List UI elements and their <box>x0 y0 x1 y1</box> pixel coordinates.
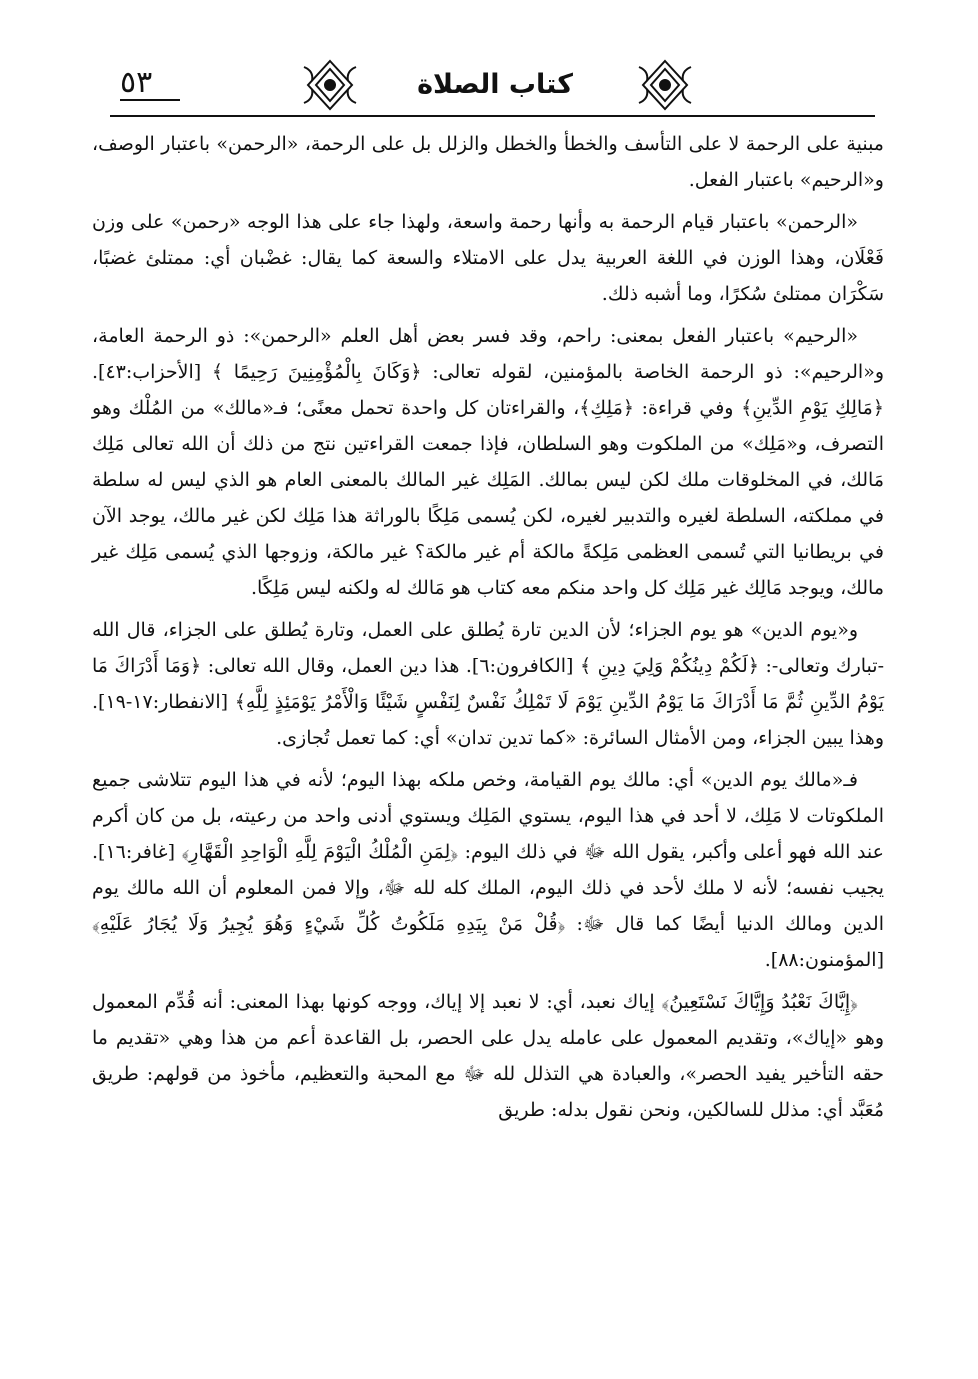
page-number: ٥٣ <box>120 65 153 100</box>
body-text <box>92 126 884 1134</box>
paragraph: ﴿إِيَّاكَ نَعْبُدُ وَإِيَّاكَ نَسْتَعِينُ﴾ إياك نعبد، أي: لا نعبد إلا إياك، ووجه كونها بهذا المعنى: أنه قُدِّم المعمول وهو «إياك»، وتقديم المعمول على عامله يدل على الحصر، بل القاعدة أعم من هذا وهي «تقديم ما حقه التأخير يفيد الحصر»، والعبادة هي التذلل لله ﷻ مع المحبة والتعظيم، مأخوذ من قولهم: طريق مُعَبَّد أي: مذلل للسالكين، ونحن نقول بدله: طريق <box>92 991 884 1121</box>
page-header <box>110 55 875 125</box>
book-title: كتاب الصلاة <box>417 69 573 100</box>
paragraph: «الرحمن» باعتبار قيام الرحمة به وأنها رحمة واسعة، ولهذا جاء على هذا الوجه «رحمن» على وزن فَعْلَان، وهذا الوزن في اللغة العربية يدل على الامتلاء والسعة كما يقال: غضْبان أي: ممتلئ غضبًا، سَكْرَان ممتلئ سُكرًا، وما أشبه ذلك. <box>92 211 885 305</box>
ornament-icon <box>300 57 360 113</box>
page-number-underline <box>120 99 180 101</box>
ornament-icon <box>635 57 695 113</box>
paragraph: فـ«مالك يوم الدين» أي: مالك يوم القيامة، وخص ملكه بهذا اليوم؛ لأنه في هذا اليوم تتلاشى جميع الملكوتات لا مَلِك، لا أحد في هذا اليوم، يستوي المَلِك ويستوي أدنى واحد من رعيته، بل من كان أكرم عند الله فهو أعلى وأكبر، يقول الله ﷻ في ذلك اليوم: ﴿لِمَنِ الْمُلْكُ الْيَوْمَ لِلَّهِ الْوَاحِدِ الْقَهَّارِ﴾ [غافر:١٦]. يجيب نفسه؛ لأنه لا ملك لأحد في ذلك اليوم، الملك كله لله ﷻ، وإلا فمن المعلوم أن الله مالك يوم الدين ومالك الدنيا أيضًا كما قال ﷻ: ﴿قُلْ مَنْ بِيَدِهِ مَلَكُوتُ كُلِّ شَيْءٍ وَهُوَ يُجِيرُ وَلَا يُجَارُ عَلَيْهِ﴾ [المؤمنون:٨٨]. <box>92 769 884 971</box>
paragraph: و«يوم الدين» هو يوم الجزاء؛ لأن الدين تارة يُطلق على العمل، وتارة يُطلق على الجزاء، قال الله -تبارك وتعالى-: ﴿لَكُمْ دِينُكُمْ وَلِيَ دِينِ ﴾ [الكافرون:٦]. هذا دين العمل، وقال الله تعالى: ﴿وَمَا أَدْرَاكَ مَا يَوْمُ الدِّينِ ثُمَّ مَا أَدْرَاكَ مَا يَوْمُ الدِّينِ يَوْمَ لَا تَمْلِكُ نَفْسٌ لِنَفْسٍ شَيْئًا وَالْأَمْرُ يَوْمَئِذٍ لِلَّهِ﴾ [الانفطار:١٧-١٩]. وهذا يبين الجزاء، ومن الأمثال السائرة: «كما تدين تدان» أي: كما تعمل تُجازى. <box>92 619 884 749</box>
paragraph: «الرحيم» باعتبار الفعل بمعنى: راحم، وقد فسر بعض أهل العلم «الرحمن»: ذو الرحمة العامة، و«الرحيم»: ذو الرحمة الخاصة بالمؤمنين، لقوله تعالى: ﴿وَكَانَ بِالْمُؤْمِنِينَ رَحِيمًا ﴾ [الأحزاب:٤٣]. ﴿مَالِكِ يَوْمِ الدِّينِ﴾ وفي قراءة: ﴿مَلِكِ﴾، والقراءتان كل واحدة تحمل معنًى؛ فـ«مالك» من المُلْك وهو التصرف، و«مَلِك» من الملكوت وهو السلطان، فإذا جمعت القراءتين نتج من ذلك أن الله تعالى مَلِك مَالك، في المخلوقات ملك لكن ليس بمالك. المَلِك غير المالك بالمعنى العام هو الذي ليس له سلطة في مملكته، السلطة لغيره والتدبير لغيره، لكن يُسمى مَلِكًا بالوراثة هذا مَلِك لكن غير مالك، يوجد الآن في بريطانيا التي تُسمى العظمى مَلِكةً مالكة أم غير مالكة؟ غير مالكة، وزوجها الذي يُسمى مَلِك غير مالك، ويوجد مَالِك غير مَلِك كل واحد منكم معه كتاب هو مَالك له ولكنه ليس مَلِكًا. <box>92 325 884 599</box>
header-rule <box>110 115 875 117</box>
paragraph: مبنية على الرحمة لا على التأسف والخطأ والخطل والزلل بل على الرحمة، «الرحمن» باعتبار الوصف، و«الرحيم» باعتبار الفعل. <box>92 133 884 191</box>
